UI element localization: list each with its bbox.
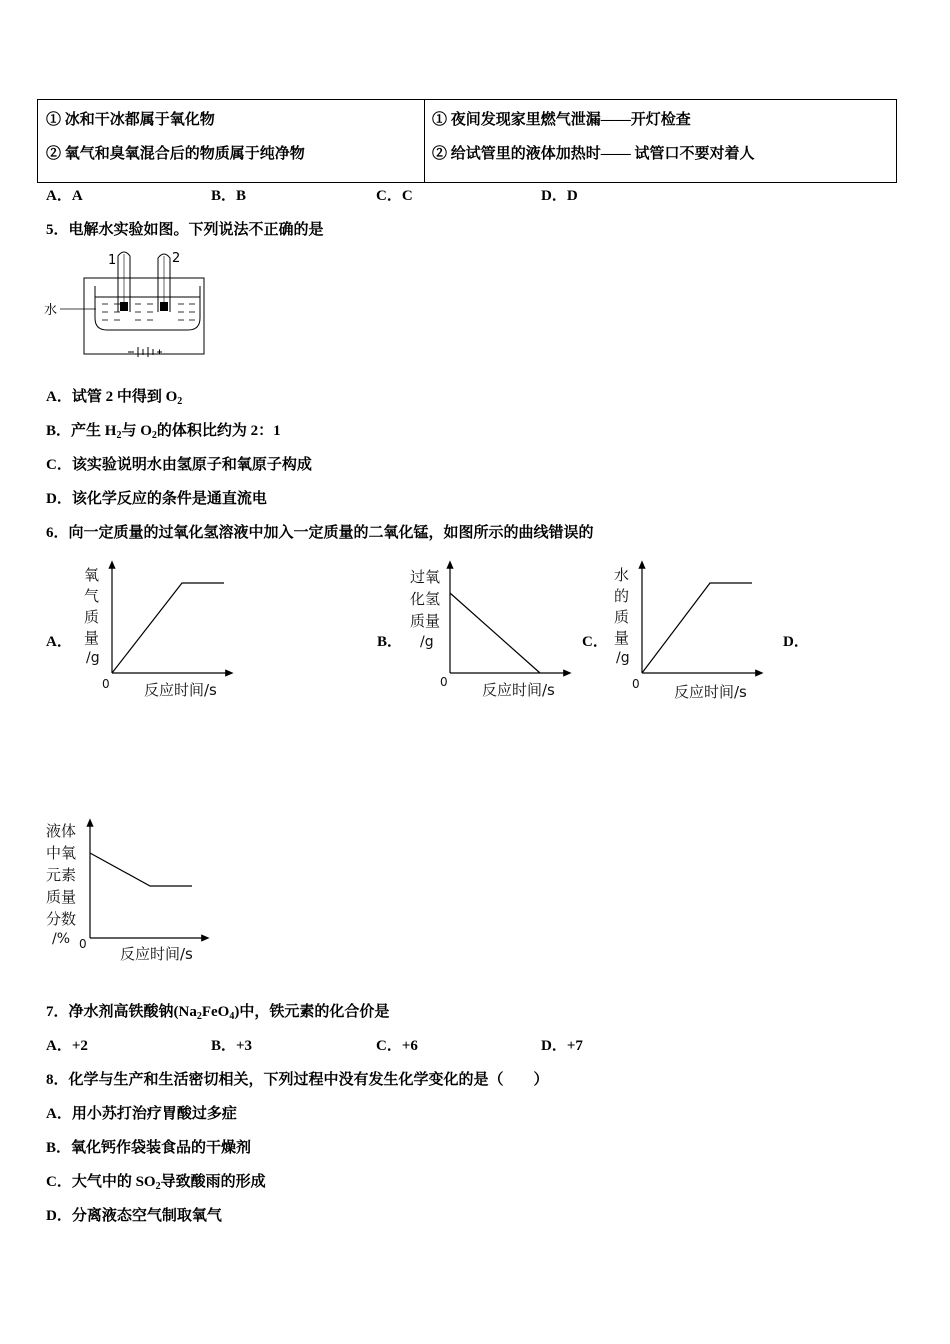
q4-option-c: C．C: [376, 188, 413, 204]
q4-option-d: D．D: [541, 188, 578, 204]
q8-option-d: D．分离液态空气制取氧气: [46, 1208, 222, 1224]
table-left-row-2: ② 氧气和臭氧混合后的物质属于纯净物: [46, 146, 305, 162]
electrode-1: [120, 302, 128, 311]
graph-a-xlabel: 反应时间/s: [144, 681, 217, 699]
graph-d-ylabel-1: 液体: [46, 822, 77, 840]
graph-d-ylabel-4: 质量: [46, 888, 77, 906]
graph-d-ylabel-5: 分数: [46, 910, 77, 928]
q5-option-c: C．该实验说明水由氢原子和氧原子构成: [46, 457, 312, 473]
tube-2-label: 2: [172, 251, 181, 266]
q4-option-a: A．A: [46, 188, 83, 204]
q8-option-a: A．用小苏打治疗胃酸过多症: [46, 1106, 237, 1122]
q6-letter-a: A．: [46, 634, 72, 650]
graph-a-ylabel-3: 质: [84, 608, 100, 626]
q7-stem: 7．净水剂高铁酸钠$(Na_2FeO_4)$中，铁元素的化合价是: [46, 1004, 390, 1022]
table-right-row-2: ② 给试管里的液体加热时—— 试管口不要对着人: [432, 146, 755, 162]
tube-1-label: 1: [108, 253, 117, 268]
q8-option-c: C．大气中的 $SO_2$导致酸雨的形成: [46, 1174, 266, 1192]
graph-a-ylabel-4: 量: [84, 629, 100, 647]
q6-letter-c: C．: [582, 634, 608, 650]
graph-d: [44, 816, 224, 968]
graph-c-ylabel-4: 量: [614, 629, 630, 647]
q7-option-d: D．+7: [541, 1038, 583, 1054]
q5-option-d: D．该化学反应的条件是通直流电: [46, 491, 267, 507]
q8-stem: 8．化学与生产和生活密切相关，下列过程中没有发生化学变化的是（ ）: [46, 1072, 549, 1088]
battery-icon: [128, 347, 162, 357]
q6-letter-d: D．: [783, 634, 809, 650]
graph-b-ylabel-4: /g: [420, 634, 434, 650]
table-divider: [424, 100, 425, 182]
container-outline: [84, 278, 204, 354]
graph-d-xlabel: 反应时间/s: [120, 945, 193, 963]
graph-a: [70, 558, 260, 706]
graph-a-origin: 0: [102, 677, 110, 691]
q7-option-a: A．+2: [46, 1038, 88, 1054]
graph-c-ylabel-3: 质: [614, 608, 630, 626]
graph-b-ylabel-1: 过氧: [410, 568, 441, 586]
curve-b: [450, 593, 540, 673]
graph-c-ylabel-1: 水: [614, 566, 630, 584]
q6-stem: 6．向一定质量的过氧化氢溶液中加入一定质量的二氧化锰，如图所示的曲线错误的: [46, 525, 594, 541]
q7-option-c: C．+6: [376, 1038, 418, 1054]
graph-d-ylabel-3: 元素: [46, 866, 77, 884]
graph-d-origin: 0: [79, 937, 87, 951]
water-trough: [95, 286, 200, 330]
graph-d-ylabel-6: /%: [52, 931, 71, 947]
electrode-2: [160, 302, 168, 311]
graph-a-ylabel-5: /g: [86, 650, 100, 666]
table-right-row-1: ① 夜间发现家里燃气泄漏——开灯检查: [432, 112, 691, 128]
graph-b-ylabel-2: 化氢: [410, 590, 441, 608]
graph-c-xlabel: 反应时间/s: [674, 683, 747, 701]
q6-letter-b: B．: [377, 634, 403, 650]
graph-a-ylabel-1: 氧: [84, 566, 100, 584]
curve-c: [642, 583, 752, 673]
graph-c-ylabel-5: /g: [616, 650, 630, 666]
graph-c-ylabel-2: 的: [614, 587, 630, 605]
graph-b-origin: 0: [440, 675, 448, 689]
graph-c-origin: 0: [632, 677, 640, 691]
curve-d: [90, 853, 192, 886]
q5-stem: 5．电解水实验如图。下列说法不正确的是: [46, 222, 324, 238]
graph-a-ylabel-2: 气: [84, 587, 100, 605]
curve-a: [112, 583, 224, 673]
q7-option-b: B．+3: [211, 1038, 253, 1054]
graph-d-ylabel-2: 中氧: [46, 844, 77, 862]
graph-b: [404, 558, 584, 706]
graph-c: [598, 558, 778, 706]
table-left-row-1: ① 冰和干冰都属于氧化物: [46, 112, 215, 128]
graph-b-xlabel: 反应时间/s: [482, 681, 555, 699]
water-hatch: [102, 304, 195, 320]
q5-option-a: A．试管 2 中得到 $O_2$: [46, 389, 183, 407]
q8-option-b: B．氧化钙作袋装食品的干燥剂: [46, 1140, 252, 1156]
q4-option-b: B．B: [211, 188, 247, 204]
q5-option-b: B．产生 $H_2$与 $O_2$的体积比约为 2：1: [46, 423, 281, 441]
water-label: 水: [44, 303, 58, 318]
graph-b-ylabel-3: 质量: [410, 612, 441, 630]
comparison-table: [37, 99, 897, 183]
electrolysis-apparatus-figure: [40, 246, 220, 361]
